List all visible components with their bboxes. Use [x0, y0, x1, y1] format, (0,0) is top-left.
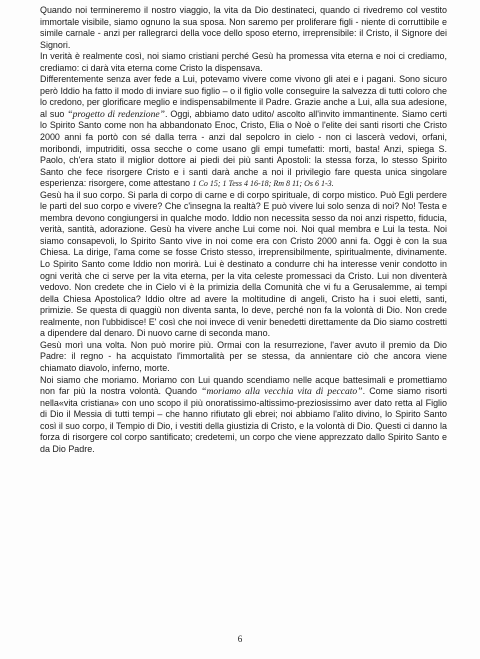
paragraph-text: . Oggi, abbiamo dato udito/ ascolto all'invito immantinente. Siamo certi lo Spirito Santo come non ha abbandonato Enoc, Cristo, Elia o Noè o l'elite dei santi risorti che Cristo 2000 anni fa portò con sé dalla terra - anzi dal sepolcro in cielo - non ci lascerà vedovi, orfani, moribondi, imputriditi, ossa secche o come usano gli empi tumefatti: morti, basta! Anzi, spiega S. Paolo, ch'era stato il miglior dottore ai piedi dei più santi Apostoli: la stessa forza, lo stesso Spirito Santo che fece risorgere Cristo e i santi darà anche a noi il privilegio fare questa unica singolare esperienza: risorgere, come attestano: [40, 108, 447, 189]
paragraph-text: Gesù morì una volta. Non può morire più. Ormai con la resurrezione, l'aver avuto il premio da Dio Padre: il regno - ha acquistato l'immortalità per se stessa, da annientare ciò che ancora viene chiamato diavolo, inferno, morte.: [40, 339, 447, 373]
paragraph-text: Gesù ha il suo corpo. Si parla di corpo di carne e di corpo spirituale, di corpo mistico. Può Egli perdere le parti del suo corpo e vivere? Che c'insegna la realtà? E può vivere lui solo senza di noi? No! Testa e membra devono congiungersi in qualche modo. Iddio non necessita sesso da noi anzi rispetto, fiducia, verità, santità, adorazione. Gesù ha vivere anche Lui come noi. Noi qual membra e Lui la testa. Noi siamo consapevoli, lo Spirito Santo vive in noi come era con Cristo 2000 anni fa. Oggi è con la sua Chiesa. La dirige, l'ama come se fosse Cristo stesso, irreprensibilmente, spiritualmente, divinamente. Lo Spirito Santo come Iddio non morirà. Lui è destinato a condurre chi ha interesse venir condotto in ogni verità che ci serve per la vita eterna, per la vita celeste promessaci da Cristo. Lui non diventerà vedovo. Non credete che in Cielo vi è la primizia della Comunità che vi fu a Gerusalemme, ai tempi della Chiesa Apostolica? Iddio oltre ad avere la moltitudine di angeli, Cristo ha i suoi eletti, santi, primizie. Se questa di quaggiù non diventa santa, lo deve, perché non fa la volontà di Dio. Non crede realmente, non l'ubbidisce! E' così che noi invece di venir benedetti direttamente da Dio siamo costretti a dipendere dal denaro. Di nuovo carne di seconda mano.: [40, 189, 447, 339]
paragraph-text: . Come siamo risorti nella«vita cristiana» con uno scopo il più onoratissimo-altissimo-preziosissimo aver dato retta al Figlio di Dio il Messia di tutti tempi – che hanno rifiutato gli ebrei; noi abbiamo l'alito divino, lo Spirito Santo così il suo corpo, il Tempio di Dio, i vestiti della giustizia di Cristo, e la volontà di Dio. Questi ci danno la forza di risorgere col corpo santificato; credetemi, un corpo che viene apprezzato dallo Spirito Santo e da Dio Padre.: [40, 386, 447, 454]
paragraph: [40, 375, 447, 456]
paragraph-text: Quando noi termineremo il nostro viaggio, la vita da Dio destinateci, quando ci rivedremo col vestito immortale visibile, siamo ognuno la sua sposa. Non saremo per proliferare figli - niente di corruttibile e simile carnale - anzi per rallegrarci della voce dello sposo eterno, irreprensibile: il Cristo, il Signore dei Signori.: [40, 5, 447, 50]
paragraph: [40, 74, 447, 189]
scripture-reference: 1 Co 15; 1 Tess 4 16-18; Rm 8 11; Os 6 1-3.: [192, 179, 334, 189]
paragraph: [40, 5, 447, 51]
paragraph: [40, 51, 447, 74]
paragraph: [40, 190, 447, 340]
italic-quote: “progetto di redenzione”: [67, 108, 165, 120]
paragraph-text: Differentemente senza aver fede a Lui, potevamo vivere come vivono gli atei e i pagani. Sono sicuro però Iddio ha fatto il modo di inviare suo figlio – o il figlio volle conseguire la salvezza di tutti coloro che lo credono, per glorificare meglio e indispensabilmente il Padre. Grazie anche a Lui, alla sua adesione, al suo: [40, 74, 447, 119]
paragraph-text: In verità è realmente così, noi siamo cristiani perché Gesù ha promessa vita eterna e noi ci crediamo, crediamo: ci darà vita eterna come Cristo la dispensava.: [40, 51, 447, 73]
body-text: [40, 5, 447, 455]
page-number: 6: [237, 634, 243, 644]
italic-quote: “moriamo alla vecchia vita di peccato”: [201, 386, 363, 398]
paragraph: [40, 340, 447, 375]
paragraph-text: Noi siamo che moriamo. Moriamo con Lui quando scendiamo nelle acque battesimali e promettiamo non far più la nostra volontà. Quando: [40, 374, 447, 397]
